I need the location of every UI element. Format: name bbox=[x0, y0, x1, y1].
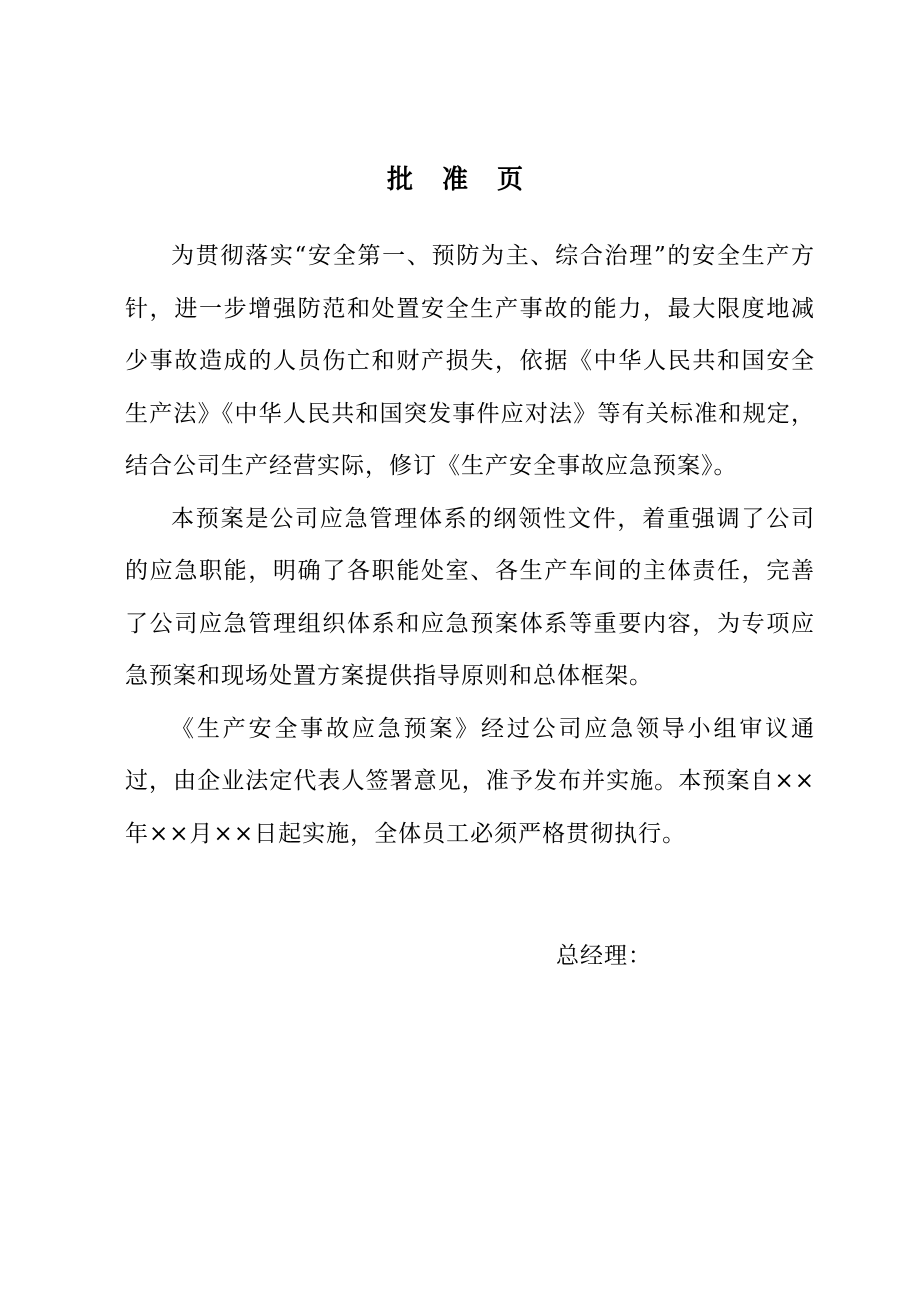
paragraph-purpose: 为贯彻落实“安全第一、预防为主、综合治理”的安全生产方针，进一步增强防范和处置安全生产事故的能力，最大限度地减少事故造成的人员伤亡和财产损失，依据《中华人民共和国安全生产法》《中华人民共和国突发事件应对法》等有关标准和规定，结合公司生产经营实际，修订《生产安全事故应急预案》。 bbox=[125, 243, 815, 479]
paragraph-scope: 本预案是公司应急管理体系的纲领性文件，着重强调了公司的应急职能，明确了各职能处室、各生产车间的主体责任，完善了公司应急管理组织体系和应急预案体系等重要内容，为专项应急预案和现场处置方案提供指导原则和总体框架。 bbox=[125, 505, 815, 689]
document-body bbox=[125, 230, 815, 860]
paragraph-approval: 《生产安全事故应急预案》经过公司应急领导小组审议通过，由企业法定代表人签署意见，准予发布并实施。本预案自××年××月××日起实施，全体员工必须严格贯彻执行。 bbox=[125, 715, 815, 847]
signature-label: 总经理： bbox=[556, 943, 652, 969]
page-title: 批 准 页 bbox=[386, 165, 534, 195]
